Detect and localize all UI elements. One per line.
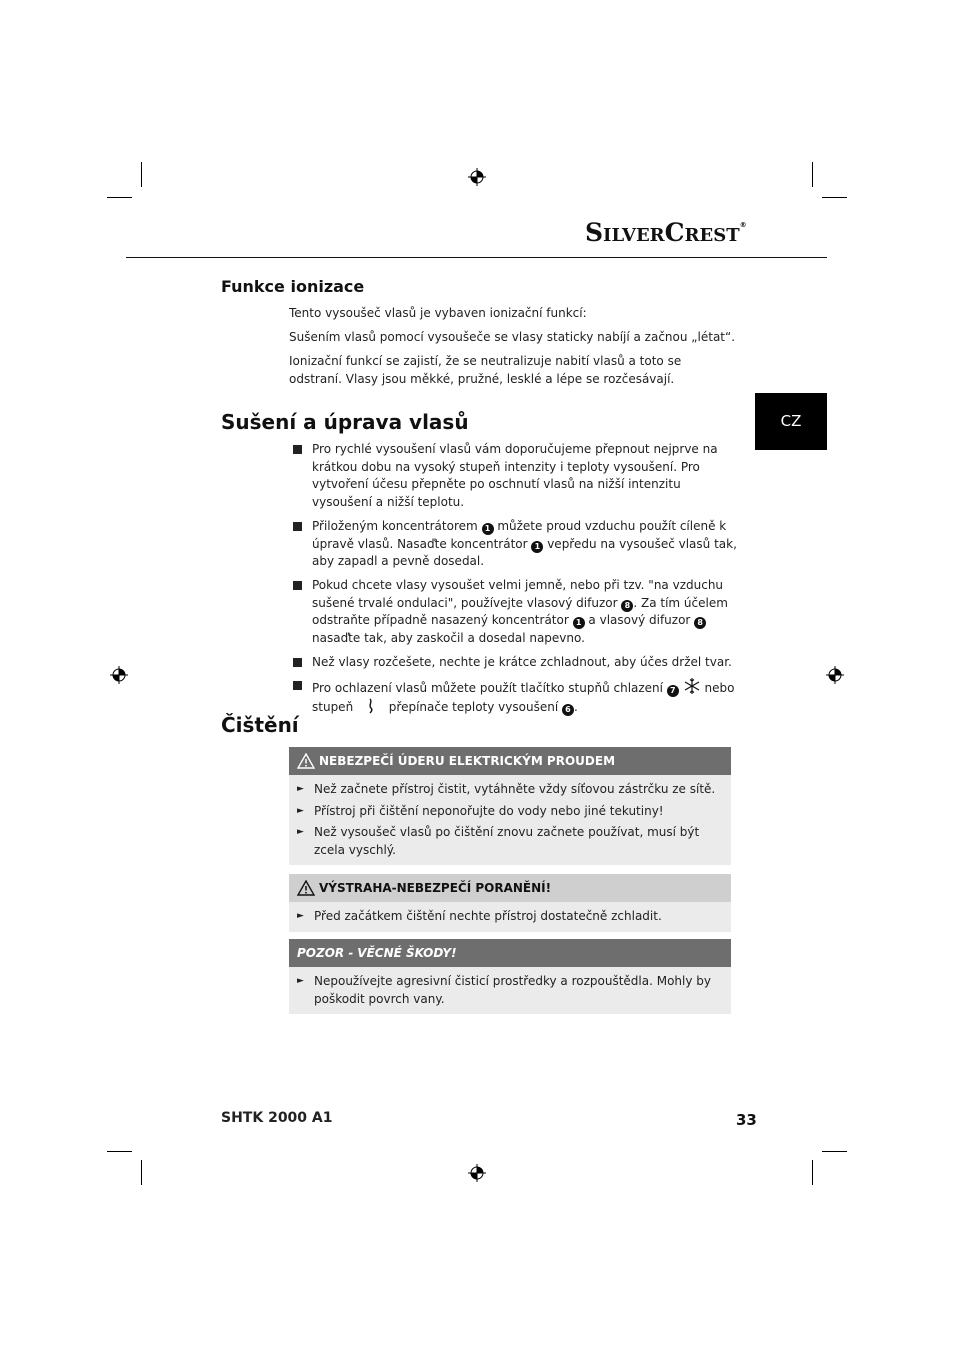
caution-header: POZOR - VĚCNÉ ŠKODY! (289, 939, 731, 967)
crop-mark (822, 1151, 847, 1152)
paragraph: Ionizační funkcí se zajistí, že se neutralizuje nabití vlasů a toto se odstraní. Vlasy jsou měkké, pružné, lesklé a lépe se rozčesávají. (289, 354, 682, 386)
footer-model: SHTK 2000 A1 (221, 1110, 333, 1126)
drying-list (292, 441, 737, 723)
warning-header: VÝSTRAHA-NEBEZPEČÍ PORANĚNÍ! (289, 874, 731, 902)
list-item: ► Než začnete přístroj čistit, vytáhněte vždy síťovou zástrčku ze sítě. (297, 781, 723, 799)
brand-logo: SilverCrest® (585, 218, 747, 247)
list-item: Přiloženým koncentrátorem 1 můžete proud vzduchu použít cíleně k úpravě vlasů. Nasaďte koncentrátor 1 vepředu na vysoušeč vlasů tak, aby zapadl a pevně dosedal. (292, 518, 737, 571)
bullet-square-icon (293, 581, 302, 590)
warning-triangle-icon (297, 880, 315, 896)
list-item: Pro rychlé vysoušení vlasů vám doporučujeme přepnout nejprve na krátkou dobu na vysoký stupeň intenzity i teploty vysoušení. Pro vytvoření účesu přepněte po oschnutí vlasů na nižší intenzitu vysoušení a nižší teplotu. (292, 441, 737, 512)
bullet-square-icon (293, 658, 302, 667)
list-item: ► Před začátkem čištění nechte přístroj dostatečně zchladit. (297, 908, 723, 926)
section-title-drying: Sušení a úprava vlasů (221, 410, 469, 434)
caution-box (289, 939, 731, 1014)
arrow-bullet-icon: ► (297, 911, 304, 921)
part-number-badge: 6 (562, 704, 574, 716)
part-number-badge: 1 (531, 541, 543, 553)
list-item: ► Než vysoušeč vlasů po čištění znovu začnete používat, musí být zcela vyschlý. (297, 825, 700, 857)
part-number-badge: 7 (667, 685, 679, 697)
list-item: Pokud chcete vlasy vysoušet velmi jemně, nebo při tzv. "na vzduchu sušené trvalé ondulaci", používejte vlasový difuzor 8 . Za tím účelem odstraňte případně nasazený koncentrátor 1 a vlasový difuzor 8 nasaďte tak, aby zaskočil a dosedal napevno. (292, 577, 737, 648)
airflow-level-icon (365, 698, 377, 714)
registration-mark-icon (468, 1164, 486, 1182)
list-item: Pro ochlazení vlasů můžete použít tlačítko stupňů chlazení 7 nebo stupeň přepínače teploty vysoušení 6 . (292, 677, 737, 716)
crop-mark (141, 1160, 142, 1185)
list-item: Než vlasy rozčešete, nechte je krátce zchladnout, aby účes držel tvar. (292, 654, 737, 672)
crop-mark (822, 197, 847, 198)
snowflake-icon (683, 677, 701, 695)
warning-box (289, 874, 731, 932)
danger-header: NEBEZPEČÍ ÚDERU ELEKTRICKÝM PROUDEM (289, 747, 731, 775)
bullet-square-icon (293, 522, 302, 531)
list-item: ► Přístroj při čištění neponořujte do vody nebo jiné tekutiny! (297, 803, 723, 821)
crop-mark (812, 1160, 813, 1185)
arrow-bullet-icon: ► (297, 827, 304, 837)
section-title-ionization: Funkce ionizace (221, 277, 365, 296)
registration-mark-icon (826, 666, 844, 684)
crop-mark (107, 1151, 132, 1152)
part-number-badge: 1 (573, 617, 585, 629)
part-number-badge: 8 (694, 617, 706, 629)
paragraph: Sušením vlasů pomocí vysoušeče se vlasy staticky nabíjí a začnou „létat“. (289, 330, 736, 344)
crop-mark (107, 197, 132, 198)
arrow-bullet-icon: ► (297, 976, 304, 986)
part-number-badge: 8 (621, 600, 633, 612)
bullet-square-icon (293, 681, 302, 690)
list-item: ► Nepoužívejte agresivní čisticí prostředky a rozpouštědla. Mohly by poškodit povrch vany. (297, 974, 711, 1006)
warning-triangle-icon (297, 753, 315, 769)
registration-mark-icon (468, 168, 486, 186)
crop-mark (812, 162, 813, 187)
part-number-badge: 1 (482, 523, 494, 535)
bullet-square-icon (293, 445, 302, 454)
language-tab: CZ (755, 393, 827, 450)
paragraph: Tento vysoušeč vlasů je vybaven ionizační funkcí: (289, 306, 587, 320)
header-rule (126, 257, 827, 258)
page-number: 33 (736, 1111, 757, 1129)
registration-mark-icon (110, 666, 128, 684)
arrow-bullet-icon: ► (297, 784, 304, 794)
arrow-bullet-icon: ► (297, 805, 304, 816)
crop-mark (141, 162, 142, 187)
section-title-cleaning: Čištění (221, 713, 299, 737)
danger-box (289, 747, 731, 865)
